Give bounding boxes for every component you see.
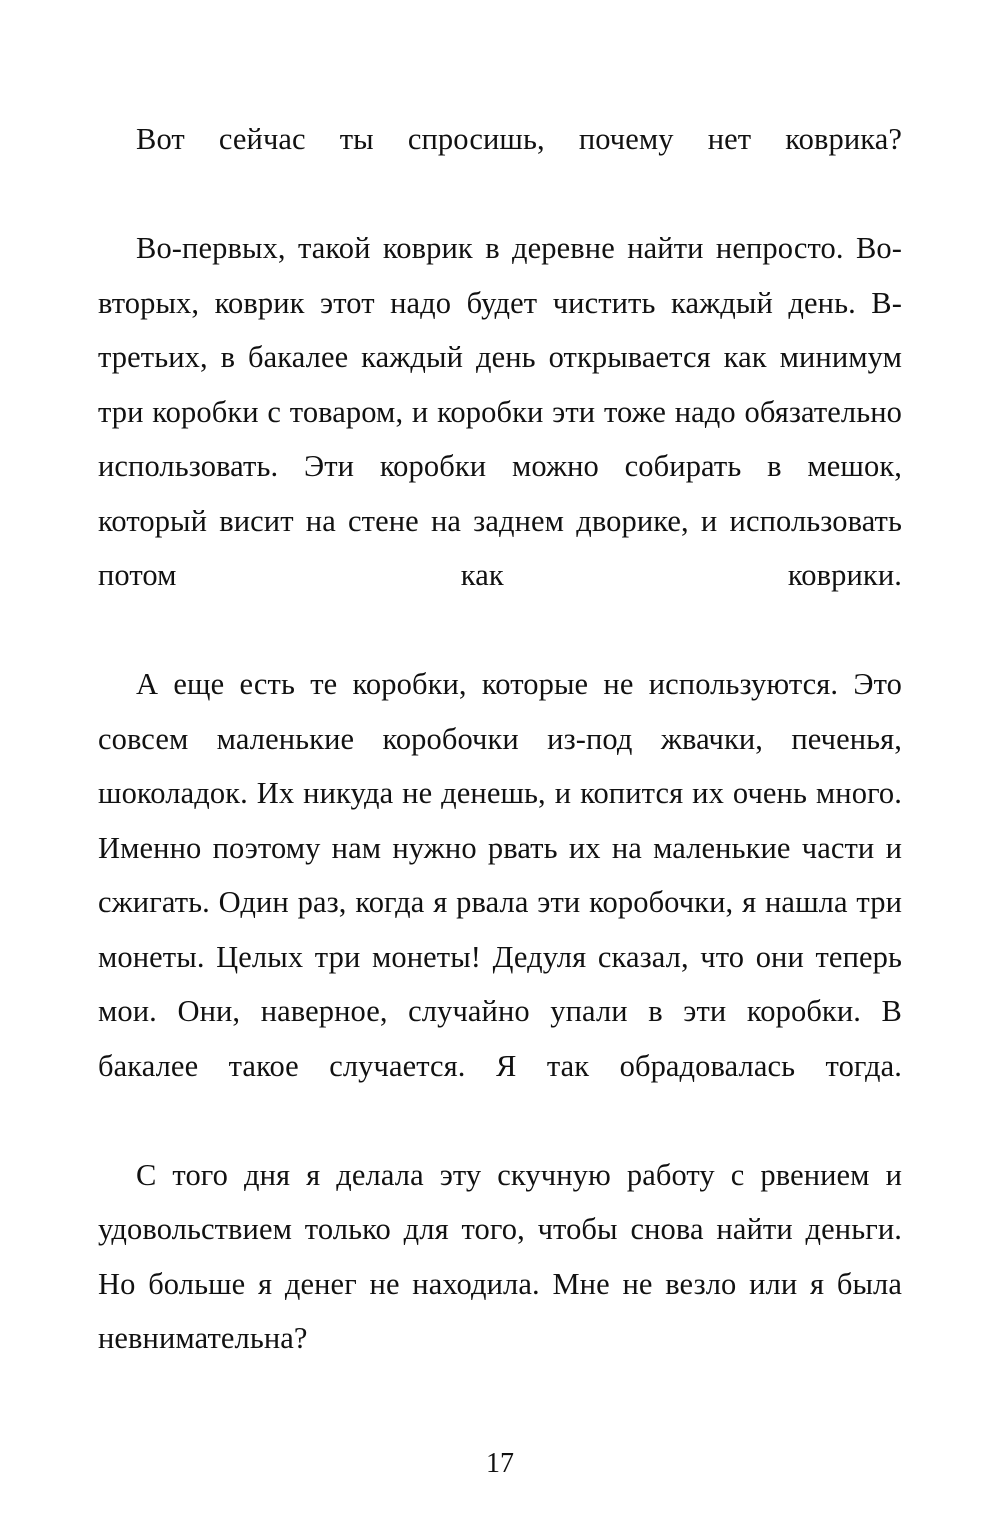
page-body — [98, 112, 902, 1420]
paragraph-3: А еще есть те коробки, которые не используются. Это совсем маленькие коробочки из-под жвачки, печенья, шоколадок. Их никуда не денешь, и копится их очень много. Именно поэтому нам нужно рвать их на маленькие части и сжигать. Один раз, когда я рвала эти коробочки, я нашла три монеты. Целых три монеты! Дедуля сказал, что они теперь мои. Они, наверное, случайно упали в эти коробки. В бакалее такое случается. Я так обрадовалась тогда. — [98, 667, 902, 1083]
paragraph-4: С того дня я делала эту скучную работу с рвением и удовольствием только для того, чтобы снова найти деньги. Но больше я денег не находила. Мне не везло или я была невнимательна? — [98, 1157, 902, 1355]
paragraph-2: Во-первых, такой коврик в деревне найти непросто. Во-вторых, коврик этот надо будет чистить каждый день. В-третьих, в бакалее каждый день открывается как минимум три коробки с товаром, и коробки эти тоже надо обязательно использовать. Эти коробки можно собирать в мешок, который висит на стене на заднем дворике, и использовать потом как коврики. — [98, 231, 902, 592]
page-number: 17 — [486, 1448, 514, 1479]
paragraph-1: Вот сейчас ты спросишь, почему нет коврика? — [136, 122, 902, 156]
